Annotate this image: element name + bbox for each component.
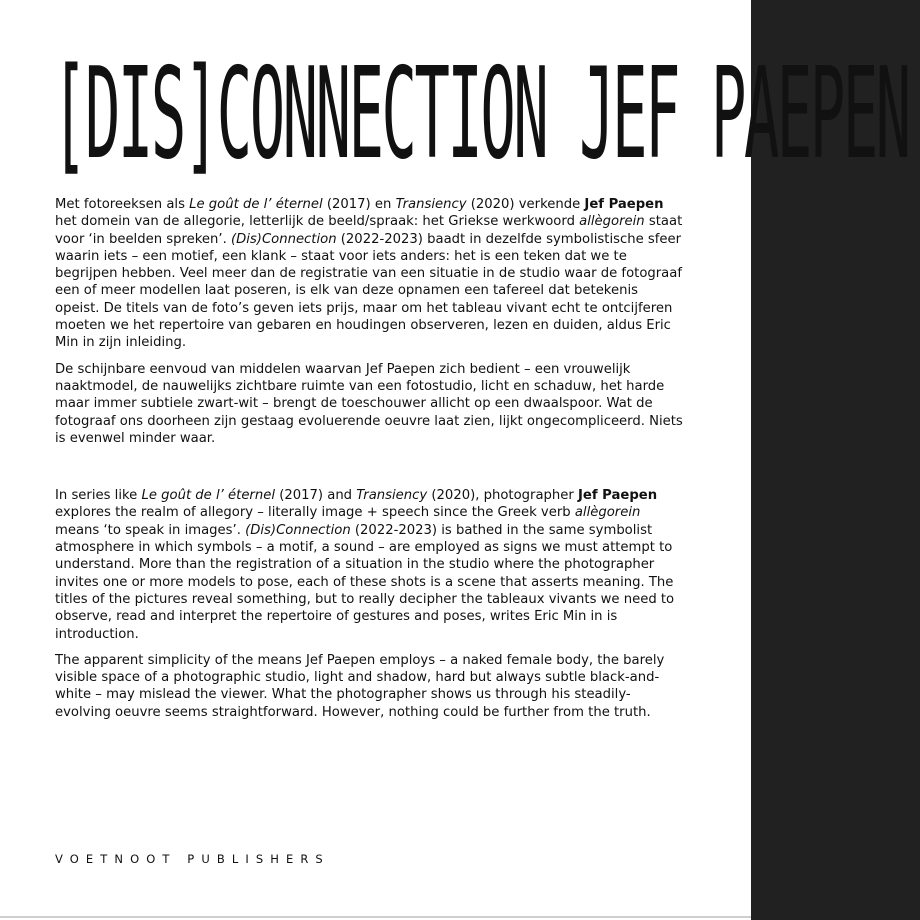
blurb: [55, 196, 685, 730]
nl-p1-text-c: (2020) verkende: [466, 197, 585, 212]
language-gap: [55, 456, 685, 487]
en-p1-text-b: (2017) and: [275, 488, 357, 504]
nl-paragraph-1: [55, 196, 685, 352]
nl-p1-text-d: het domein van de allegorie, letterlijk de beeld/spraak: het Griekse werkwoord: [55, 214, 580, 230]
nl-p1-text-b: (2017) en: [322, 197, 396, 212]
nl-p1-italic-title-1: Le goût de l’ éternel: [189, 197, 323, 212]
title-dis: DIS: [84, 41, 184, 189]
title-bracket-close: ]: [183, 41, 217, 189]
book-title: [52, 41, 909, 189]
en-p1-italic-title-2: Transiency: [356, 488, 428, 504]
en-p1-text-a: In series like: [55, 488, 142, 504]
nl-p1-text-e: staat voor ‘in beelden spreken’.: [55, 214, 683, 247]
nl-p1-text-f: (2022-2023) baadt in dezelfde symbolistische sfeer waarin iets – een motief, een klank – staat voor iets anders: het is een teken dat we te begrijpen hebben. Veel meer dan de registratie van een situatie in de studio waar de fotograaf een of meer modellen laat poseren, is elk van deze opnamen een tafereel dat betekenis opeist. De titels van de foto’s geven iets prijs, maar om het tableau vivant echt te ontcijferen moeten we het repertoire van gebaren en houdingen observeren, lezen en duiden, aldus Eric Min in zijn inleiding.: [55, 231, 682, 351]
title-author: [546, 42, 579, 189]
en-paragraph-1: [55, 487, 685, 643]
en-p1-text-f: (2022-2023) is bathed in the same symbolist atmosphere in which symbols – a motif, a sound – are employed as signs we must attempt to understand. More than the registration of a situation in the studio where the photographer invites one or more models to pose, each of these shots is a scene that asserts meaning. The titles of the pictures reveal something, but to really decipher the tableaux vivants we need to observe, read and interpret the repertoire of gestures and poses, writes Eric Min in is introduction.: [55, 522, 675, 642]
nl-p1-text-a: Met fotoreeksen als: [55, 197, 190, 212]
publisher-name: VOETNOOT PUBLISHERS: [55, 852, 330, 866]
en-p1-author-name: Jef Paepen: [578, 488, 658, 504]
en-p1-text-e: means ‘to speak in images’.: [55, 522, 246, 538]
title-text: [52, 41, 909, 189]
nl-p1-italic-title-2: Transiency: [395, 197, 467, 212]
en-p1-italic-word: allègorein: [574, 505, 641, 521]
en-p1-italic-title-1: Le goût de l’ éternel: [141, 488, 275, 504]
nl-p1-author-name: Jef Paepen: [584, 197, 664, 212]
en-p1-text-c: (2020), photographer: [427, 488, 578, 504]
title-author-name: JEF PAEPEN: [579, 41, 909, 189]
nl-p1-italic-word: allègorein: [579, 214, 645, 230]
nl-paragraph-2: De schijnbare eenvoud van middelen waarvan Jef Paepen zich bedient – een vrouwelijk naaktmodel, de nauwelijks zichtbare ruimte van een fotostudio, licht en schaduw, het harde maar immer subtiele zwart-wit – brengt de toeschouwer allicht op een dwaalspoor. Wat de fotograaf ons doorheen zijn gestaag evoluerende oeuvre laat zien, lijkt ongecompliceerd. Niets is evenwel minder waar.: [55, 361, 683, 446]
title-connection: CONNECTION: [216, 41, 547, 189]
nl-p1-italic-title-3: (Dis)Connection: [230, 231, 337, 247]
en-p1-italic-title-3: (Dis)Connection: [245, 522, 351, 538]
title-bracket-open: [: [52, 41, 85, 189]
en-p1-text-d: explores the realm of allegory – literally image + speech since the Greek verb: [55, 505, 575, 521]
en-paragraph-2: The apparent simplicity of the means Jef Paepen employs – a naked female body, the barely visible space of a photographic studio, light and shadow, hard but always subtle black-and-white – may mislead the viewer. What the photographer shows us through his steadily-evolving oeuvre seems straightforward. However, nothing could be further from the truth.: [55, 652, 665, 720]
